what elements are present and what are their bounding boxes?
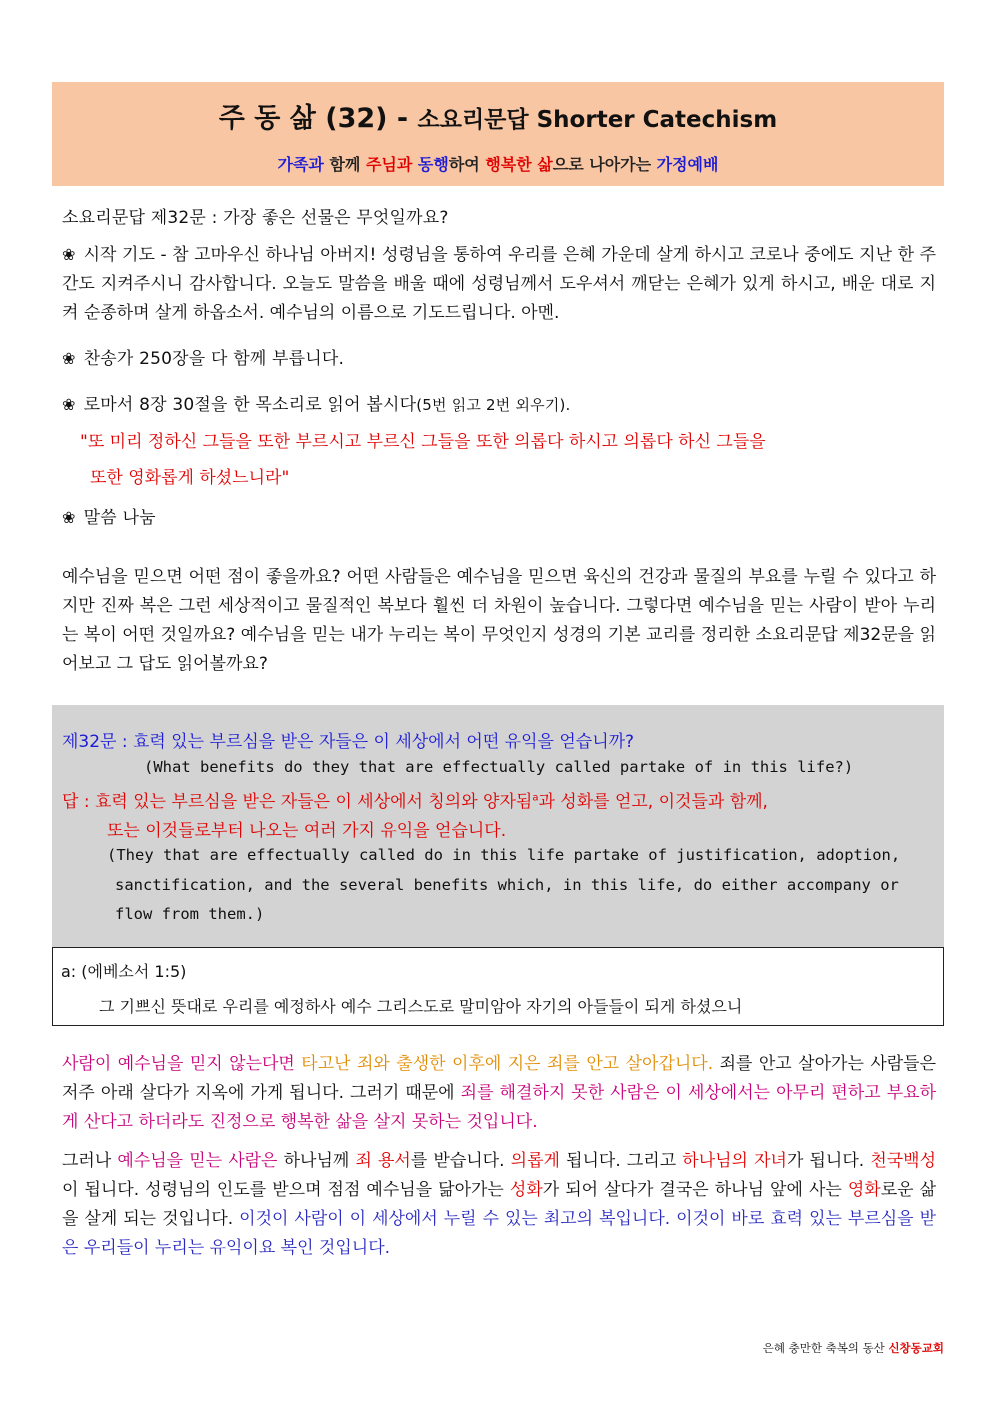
title-main: 주 동 삶 (32) [218, 103, 388, 134]
opening-prayer [62, 240, 936, 328]
para2-text: 죄를 해결하지 못한 사람은 이 세상에서는 아무리 편하고 부요하게 산다고 하더라도 진정으로 행복한 삶을 살지 못하는 것입니다. [62, 1083, 937, 1132]
footer-text: 은혜 충만한 축복의 동산 [762, 1341, 889, 1355]
catechism-qa-box [52, 705, 944, 948]
para3-text: 천국백성 [870, 1151, 937, 1171]
prayer-label: 시작 기도 [83, 245, 155, 265]
para3-text: 이 됩니다. 성령님의 인도를 받으며 점점 예수님을 닮아가는 [62, 1180, 510, 1200]
para2-text: 타고난 죄와 출생한 이후에 지은 죄를 안고 살아갑니다. [301, 1054, 714, 1074]
question-english: (What benefits do they that are effectually called partake of in this life?) [144, 758, 854, 776]
title-banner [52, 82, 944, 186]
subtitle [52, 152, 944, 175]
para3-text: 그러나 [62, 1151, 118, 1171]
para3-text: 가 되어 살다가 결국은 하나님 앞에 사는 [542, 1180, 848, 1200]
para2-text: 죄를 안고 살아가는 사람들은 저주 아래 살다가 지옥에 가게 됩니다. 그러기 때문에 [62, 1054, 937, 1103]
subtitle-word: 주님과 [365, 155, 413, 174]
paragraph-2 [62, 1050, 936, 1137]
subtitle-word: 행복한 [485, 155, 532, 174]
reading-line [62, 390, 571, 415]
para3-text: 가 됩니다. [786, 1151, 871, 1171]
sharing-label: 말씀 나눔 [83, 508, 156, 528]
answer-english-2: sanctification, and the several benefits which, in this life, do either accompany or [115, 876, 899, 894]
para3-text: 이것이 사람이 이 세상에서 누릴 수 있는 최고의 복입니다. 이것이 바로 효력 있는 부르심을 받은 우리들이 누리는 유익이요 복인 것입니다. [62, 1209, 936, 1258]
footnote-verse: 그 기쁘신 뜻대로 우리를 예정하사 예수 그리스도로 말미암아 자기의 아들들이 되게 하셨으니 [99, 997, 743, 1016]
paragraph-3 [62, 1147, 936, 1263]
flower-bullet-icon: ❀ [62, 245, 76, 264]
answer-korean-2: 또는 이것들로부터 나오는 여러 가지 유익을 얻습니다. [107, 821, 507, 841]
subtitle-word: 함께 [329, 155, 361, 174]
church-name: 신창동교회 [888, 1341, 944, 1355]
para3-text: 예수님을 믿는 사람은 [117, 1151, 278, 1171]
answer-english-1: (They that are effectually called do in this life partake of justification, adoption, [107, 846, 901, 864]
intro-paragraph: 예수님을 믿으면 어떤 점이 좋을까요? 어떤 사람들은 예수님을 믿으면 육신의 건강과 물질의 부요를 누릴 수 있다고 하지만 진짜 복은 그런 세상적이고 물질적인 복보다 훨씬 더 차원이 높습니다. 그렇다면 예수님을 믿는 사람이 받아 누리는 복이 어떤 것일까요? 예수님을 믿는 내가 누리는 복이 무엇인지 성경의 기본 교리를 정리한 소요리문답 제32문을 읽어보고 그 답도 읽어볼까요? [62, 567, 936, 674]
subtitle-word: 가정예배 [656, 155, 719, 174]
answer-english-3: flow from them.) [115, 905, 265, 923]
footnote-box [52, 947, 944, 1026]
para3-text: 하나님께 [277, 1151, 356, 1171]
question-title: 소요리문답 제32문 : 가장 좋은 선물은 무엇일까요? [62, 208, 449, 228]
subtitle-word: 가족과 [277, 155, 324, 174]
reading-text: 로마서 8장 30절을 한 목소리로 읽어 봅시다 [83, 395, 417, 415]
footnote-marker: a [532, 792, 539, 804]
subtitle-word: 삶 [537, 155, 553, 174]
title-dash: - [387, 103, 418, 134]
answer-text: 답 : 효력 있는 부르심을 받은 자들은 이 세상에서 칭의와 양자됨 [62, 792, 533, 812]
subtitle-word: 하여 [448, 155, 486, 174]
subtitle-word: 으로 나아가는 [552, 155, 657, 174]
subtitle-word: 동행 [417, 155, 449, 174]
para3-text: 성화 [509, 1180, 543, 1200]
title-sub: 소요리문답 Shorter Catechism [417, 107, 778, 133]
hymn-text: 찬송가 250장을 다 함께 부릅니다. [83, 349, 345, 369]
flower-bullet-icon: ❀ [62, 349, 76, 368]
footnote-ref: a: (에베소서 1:5) [61, 962, 187, 981]
flower-bullet-icon: ❀ [62, 395, 76, 414]
verse-line-1: "또 미리 정하신 그들을 또한 부르시고 부르신 그들을 또한 의롭다 하시고 의롭다 하신 그들을 [80, 432, 766, 452]
para3-text: 를 받습니다. [410, 1151, 511, 1171]
answer-korean-1 [62, 787, 768, 812]
para3-text: 하나님의 자녀 [682, 1151, 787, 1171]
para3-text: 영화 [847, 1180, 881, 1200]
footer [763, 1340, 944, 1356]
prayer-text: - 참 고마우신 하나님 아버지! 성령님을 통하여 우리를 은혜 가운데 살게 하시고 코로나 중에도 지난 한 주간도 지켜주시니 감사합니다. 오늘도 말씀을 배울 때에 성령님께서 도우셔서 깨닫는 은혜가 있게 하시고, 배운 대로 지켜 순종하며 살게 하옵소서. 예수님의 이름으로 기도드립니다. 아멘. [62, 245, 937, 323]
para2-text: 사람이 예수님을 믿지 않는다면 [62, 1054, 302, 1074]
reading-note: (5번 읽고 2번 외우기). [416, 396, 571, 414]
question-korean: 제32문 : 효력 있는 부르심을 받은 자들은 이 세상에서 어떤 유익을 얻습니까? [62, 732, 635, 752]
para3-text: 의롭게 [510, 1151, 560, 1171]
page-title [52, 96, 944, 135]
para3-text: 됩니다. 그리고 [559, 1151, 683, 1171]
verse-line-2: 또한 영화롭게 하셨느니라" [90, 468, 290, 488]
hymn-line [62, 344, 344, 369]
flower-bullet-icon: ❀ [62, 508, 76, 527]
sharing-line [62, 503, 156, 528]
para3-text: 죄 용서 [355, 1151, 411, 1171]
answer-text: 과 성화를 얻고, 이것들과 함께, [538, 792, 768, 812]
para3-text: 로운 삶을 살게 되는 것입니다. [62, 1180, 937, 1229]
